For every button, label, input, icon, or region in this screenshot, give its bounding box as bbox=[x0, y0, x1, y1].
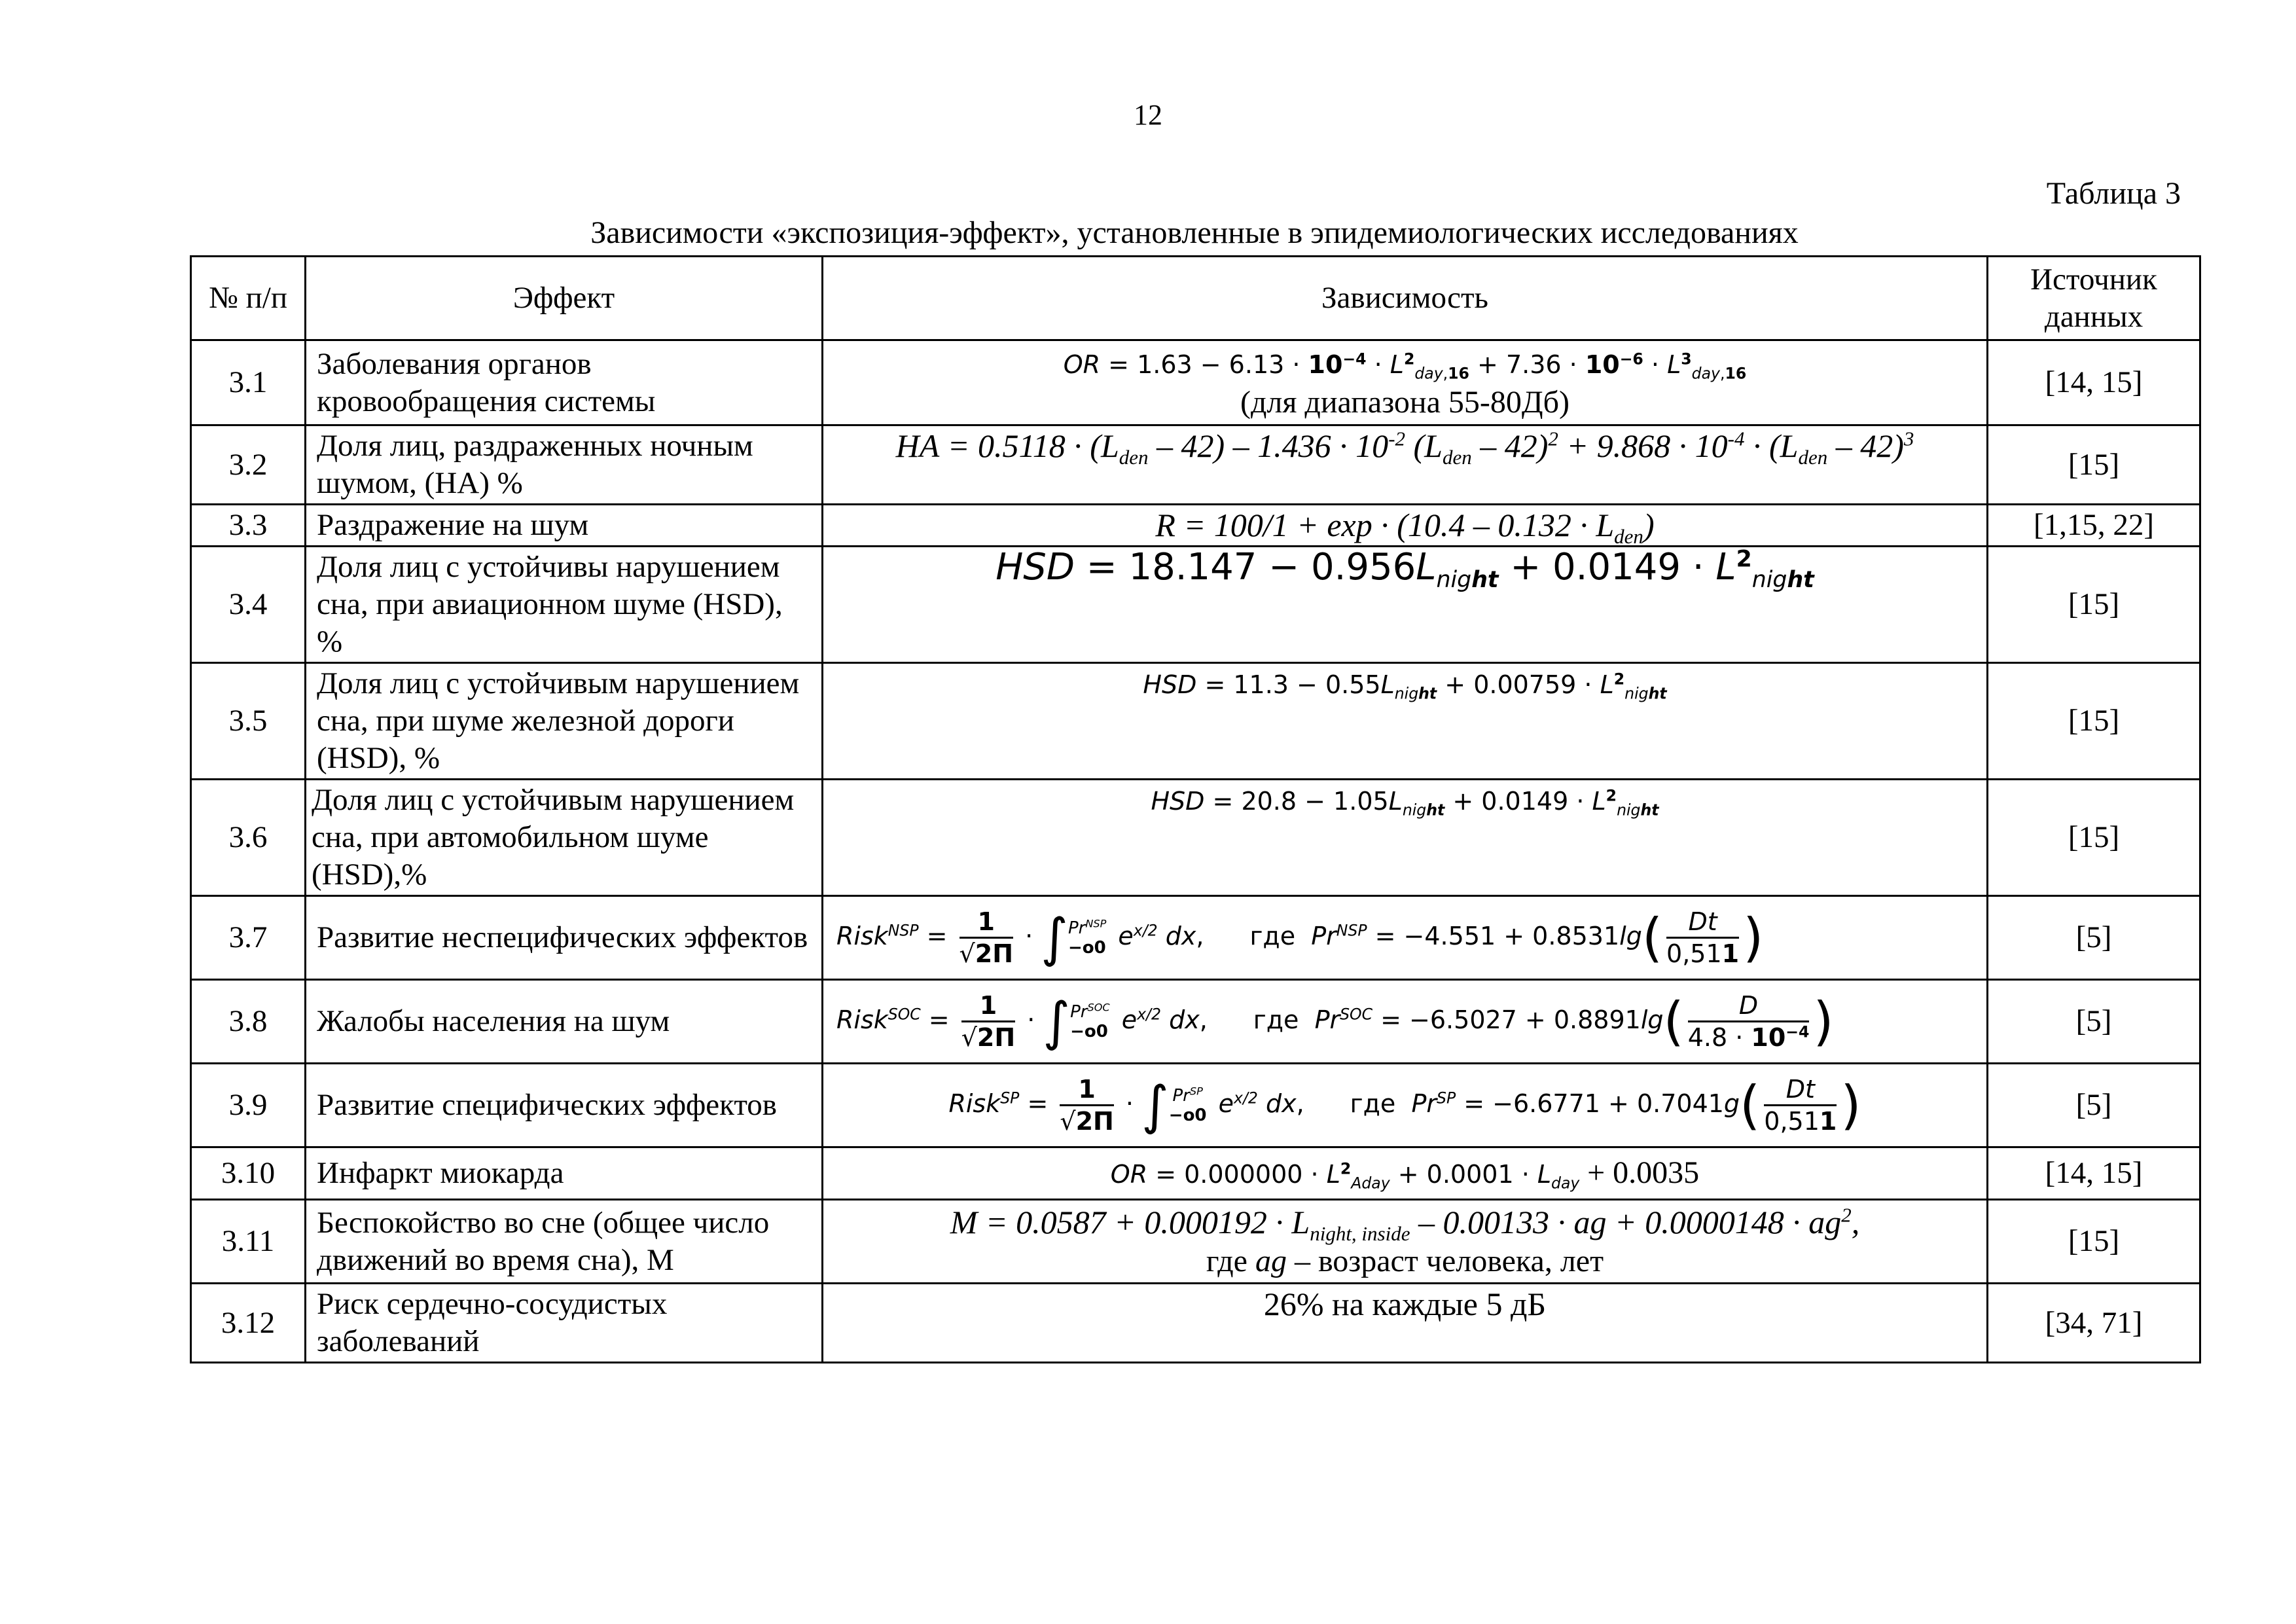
table-title: Зависимости «экспозиция-эффект», установленные в эпидемиологических исследованиях bbox=[590, 215, 1799, 250]
formula-text: HSD = $20.8 - 1.05L_{night} + 0.0149 \cdot L^2_{night}$ bbox=[1151, 786, 1659, 820]
row-effect: Беспокойство во сне (общее число движений во время сна), М bbox=[306, 1200, 823, 1284]
table-row bbox=[191, 780, 2200, 896]
table-row bbox=[191, 1147, 2200, 1200]
row-effect: Доля лиц с устойчивы нарушением сна, при авиационном шуме (HSD), % bbox=[306, 547, 823, 663]
header-effect: Эффект bbox=[306, 257, 823, 340]
table-row bbox=[191, 1064, 2200, 1147]
row-formula bbox=[823, 547, 1988, 663]
formula-note: (для диапазона 55-80Дб) bbox=[1240, 384, 1570, 420]
table-label: Таблица 3 bbox=[2046, 176, 2181, 211]
table-row bbox=[191, 425, 2200, 505]
row-source: [15] bbox=[1988, 425, 2200, 505]
row-effect: Риск сердечно-сосудистых заболеваний bbox=[306, 1284, 823, 1363]
row-source: [5] bbox=[1988, 896, 2200, 980]
row-effect: Раздражение на шум bbox=[306, 505, 823, 547]
row-number: 3.7 bbox=[191, 896, 306, 980]
header-num: № п/п bbox=[191, 257, 306, 340]
table-row bbox=[191, 1200, 2200, 1284]
formula-text: Risk$^{NSP}$ = $\frac{1}{√2П}$ · $\int Pr^{NSP}$ −о0 $e^{x/2}$ dx, где $Pr^{NSP} = -4.551 + 0.8531\lg$( $\frac{Dt}{0,511}$ ) bbox=[836, 907, 1764, 968]
formula-note: где ag – возраст человека, лет bbox=[1206, 1243, 1604, 1278]
row-number: 3.2 bbox=[191, 425, 306, 505]
row-source: [15] bbox=[1988, 1200, 2200, 1284]
table-header-row bbox=[191, 257, 2200, 340]
row-effect: Заболевания органов кровообращения системы bbox=[306, 340, 823, 425]
dependencies-table bbox=[190, 255, 2201, 1363]
row-formula bbox=[823, 1200, 1988, 1284]
row-formula bbox=[823, 980, 1988, 1064]
row-formula: OR = $0.000000 \cdot L^2_{Aday} + 0.0001 \cdot L_{day} + 0.0035$ bbox=[823, 1147, 1988, 1200]
table-row bbox=[191, 505, 2200, 547]
formula-text: $M = 0.0587 + 0.000192 \cdot L_{night, inside} - 0.00133$ · ag + $0.0000148 \cdot ag^2$, bbox=[950, 1202, 1860, 1245]
row-effect: Доля лиц, раздраженных ночным шумом, (НА) % bbox=[306, 425, 823, 505]
row-source: [14, 15] bbox=[1988, 1147, 2200, 1200]
row-source: [14, 15] bbox=[1988, 340, 2200, 425]
formula-text: OR = $1.63 - 6.13 \cdot 10^{-4} \cdot L^2_{day,16} + 7.36 \cdot 10^{-6} \cdot L^3_{day,16}$ bbox=[1063, 349, 1747, 383]
row-number: 3.1 bbox=[191, 340, 306, 425]
row-effect: Развитие неспецифических эффектов bbox=[306, 896, 823, 980]
formula-text: Risk$^{SP}$ = $\frac{1}{√2П}$ · ∫ $Pr^{SP}$ −о0 $e^{x/2}$ dx, где $Pr^{SP} = -6.6771 + 0.7041g$( $\frac{Dt}{0,511}$ ) bbox=[948, 1075, 1861, 1136]
row-source: [15] bbox=[1988, 780, 2200, 896]
table-row bbox=[191, 663, 2200, 780]
row-formula: $R = 100/1 + \exp \cdot (10.4 - 0.132 \cdot L_{den})$ bbox=[823, 505, 1988, 547]
formula-text: Risk$^{SOC}$ = $\frac{1}{√2П}$ · $\int Pr^{SOC}$ −о0 $e^{x/2}$ dx, где $Pr^{SOC} = -6.5027 + 0.8891\lg$( $\frac{D}{4.8 \cdot 10^{-4}}$ ) bbox=[836, 991, 1834, 1052]
row-effect: Инфаркт миокарда bbox=[306, 1147, 823, 1200]
page-number: 12 bbox=[1134, 99, 1162, 131]
formula-text: OR = $0.000000 \cdot L^2_{Aday} + 0.0001 \cdot L_{day}$ bbox=[1110, 1159, 1580, 1193]
row-source: [5] bbox=[1988, 1064, 2200, 1147]
formula-text: HSD = $18.147 - 0.956L_{night} + 0.0149 \cdot L^2_{night}$ bbox=[996, 546, 1814, 594]
table-row bbox=[191, 896, 2200, 980]
row-formula bbox=[823, 896, 1988, 980]
row-formula bbox=[823, 780, 1988, 896]
row-effect: Развитие специфических эффектов bbox=[306, 1064, 823, 1147]
row-number: 3.10 bbox=[191, 1147, 306, 1200]
row-formula: 26% на каждые 5 дБ bbox=[823, 1284, 1988, 1363]
table-row bbox=[191, 1284, 2200, 1363]
formula-text: HSD = $11.3 - 0.55L_{night} + 0.00759 \cdot L^2_{night}$ bbox=[1143, 670, 1667, 703]
row-formula: НА = $0.5118 \cdot (L_{den} - 42) - 1.436 \cdot 10^{-2}$ $(L_{den} - 42)^2 + 9.868 \cdot 10^{-4} \cdot (L_{den} - 42)^3$ bbox=[823, 425, 1988, 505]
row-number: 3.9 bbox=[191, 1064, 306, 1147]
table-row bbox=[191, 547, 2200, 663]
row-number: 3.11 bbox=[191, 1200, 306, 1284]
row-effect: Доля лиц с устойчивым нарушением сна, при автомобильном шуме (HSD),% bbox=[306, 780, 823, 896]
header-dependency: Зависимость bbox=[823, 257, 1988, 340]
table-row bbox=[191, 980, 2200, 1064]
row-number: 3.6 bbox=[191, 780, 306, 896]
table-row bbox=[191, 340, 2200, 425]
row-number: 3.4 bbox=[191, 547, 306, 663]
row-source: [34, 71] bbox=[1988, 1284, 2200, 1363]
row-formula bbox=[823, 663, 1988, 780]
row-number: 3.3 bbox=[191, 505, 306, 547]
row-formula bbox=[823, 1064, 1988, 1147]
row-source: [5] bbox=[1988, 980, 2200, 1064]
row-number: 3.5 bbox=[191, 663, 306, 780]
header-source: Источник данных bbox=[1988, 257, 2200, 340]
row-number: 3.12 bbox=[191, 1284, 306, 1363]
row-formula bbox=[823, 340, 1988, 425]
row-source: [15] bbox=[1988, 547, 2200, 663]
row-effect: Жалобы населения на шум bbox=[306, 980, 823, 1064]
row-source: [15] bbox=[1988, 663, 2200, 780]
row-source: [1,15, 22] bbox=[1988, 505, 2200, 547]
row-number: 3.8 bbox=[191, 980, 306, 1064]
row-effect: Доля лиц с устойчивым нарушением сна, при шуме железной дороги (HSD), % bbox=[306, 663, 823, 780]
